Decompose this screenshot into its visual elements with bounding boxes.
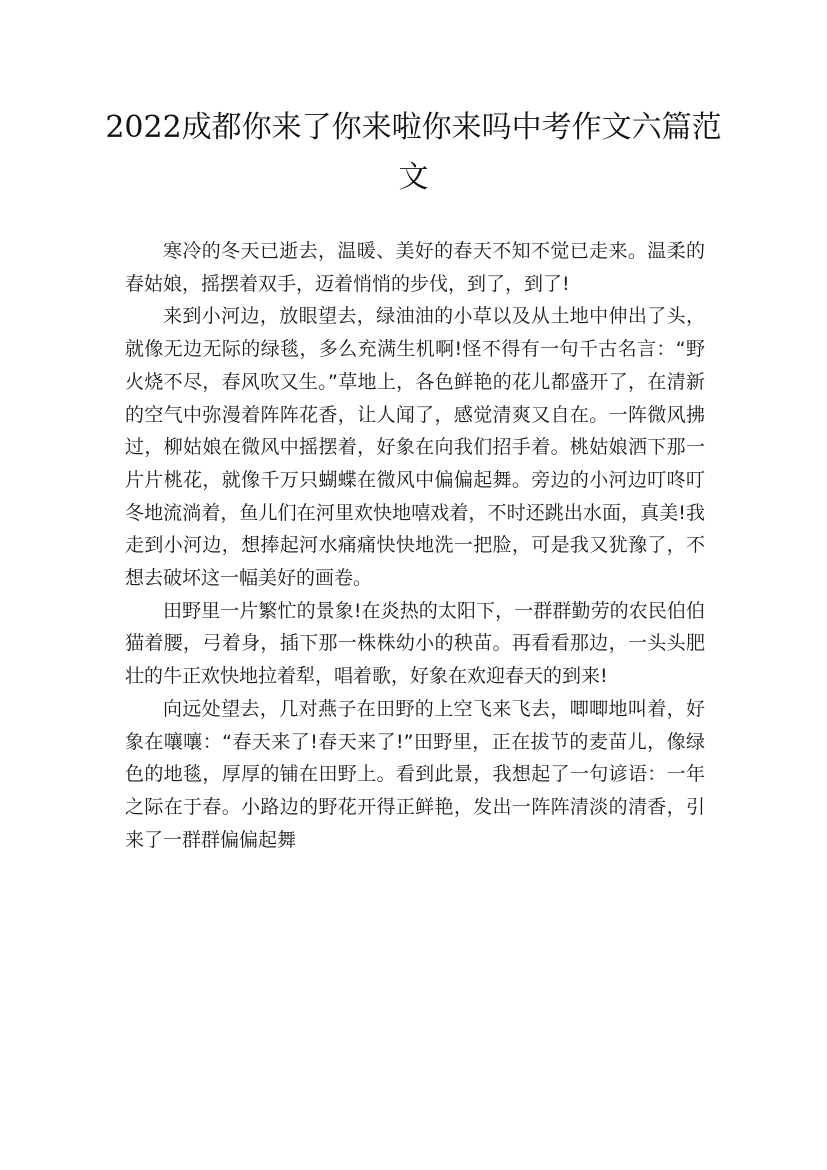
document-body — [125, 235, 705, 856]
paragraph-4: 向远处望去，几对燕子在田野的上空飞来飞去，唧唧地叫着，好象在嚷嚷：“春天来了!春天来了!”田野里，正在拔节的麦苗儿，像绿色的地毯，厚厚的铺在田野上。看到此景，我想起了一句谚语：一年之际在于春。小路边的野花开得正鲜艳，发出一阵阵清淡的清香，引来了一群群偏偏起舞 — [125, 697, 705, 851]
paragraph-3: 田野里一片繁忙的景象!在炎热的太阳下，一群群勤劳的农民伯伯猫着腰，弓着身，插下那一株株幼小的秧苗。再看看那边，一头头肥壮的牛正欢快地拉着犁，唱着歌，好象在欢迎春天的到来! — [125, 599, 705, 688]
paragraph-1: 寒冷的冬天已逝去，温暖、美好的春天不知不觉已走来。温柔的春姑娘，摇摆着双手，迈着悄悄的步伐，到了，到了! — [125, 240, 705, 295]
document-title: 2022成都你来了你来啦你来吗中考作文六篇范文 — [105, 110, 722, 195]
paragraph-2: 来到小河边，放眼望去，绿油油的小草以及从土地中伸出了头，就像无边无际的绿毯，多么充满生机啊!怪不得有一句千古名言：“野火烧不尽，春风吹又生。”草地上，各色鲜艳的花儿都盛开了，在清新的空气中弥漫着阵阵花香，让人闻了，感觉清爽又自在。一阵微风拂过，柳姑娘在微风中摇摆着，好象在向我们招手着。桃姑娘洒下那一片片桃花，就像千万只蝴蝶在微风中偏偏起舞。旁边的小河边叮咚叮冬地流淌着，鱼儿们在河里欢快地嘻戏着，不时还跳出水面，真美!我走到小河边，想捧起河水痛痛快快地洗一把脸，可是我又犹豫了，不想去破坏这一幅美好的画卷。 — [125, 305, 705, 590]
